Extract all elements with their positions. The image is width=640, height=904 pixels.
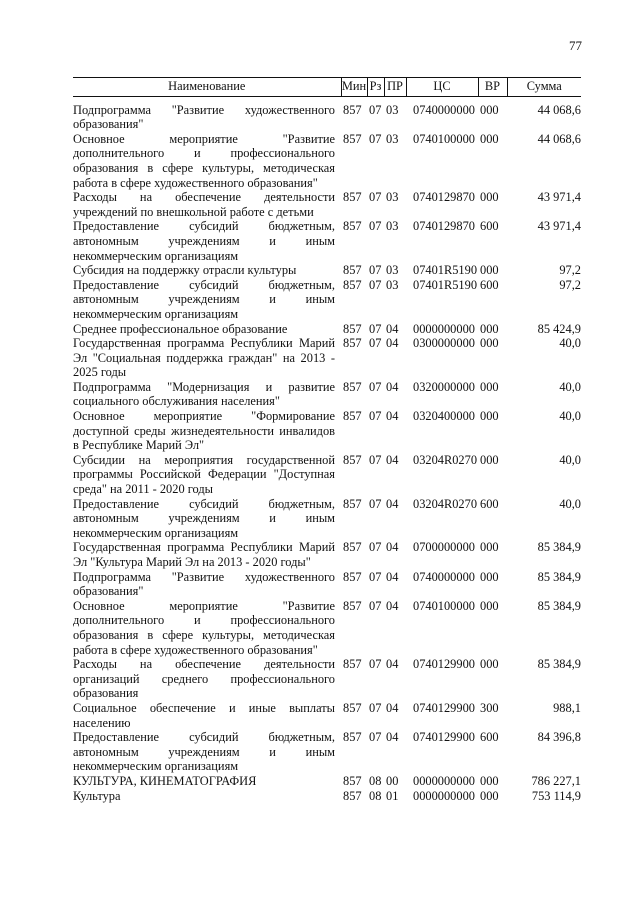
cell-name: Основное мероприятие "Развитие дополнительного и профессионального образования в сфере культуры, методическая работа в сфере художественного образования" [73,131,335,190]
cell-name: Основное мероприятие "Формирование доступной среды жизнедеятельности инвалидов в Республике Марий Эл" [73,409,335,453]
cell-rz: 07 [369,496,382,511]
table-row [73,657,581,701]
table-row [73,96,581,132]
cell-min: 857 [343,131,362,146]
cell-min: 857 [343,321,362,336]
table-row [73,336,581,380]
header-pr: ПР [384,78,406,97]
table-header-row [73,78,581,97]
page-number: 77 [569,38,582,53]
cell-min: 857 [343,219,362,234]
cell-min: 857 [343,569,362,584]
cell-sum: 988,1 [553,700,581,715]
cell-min: 857 [343,409,362,424]
cell-rz: 07 [369,190,382,205]
cell-vr: 600 [480,219,499,234]
cell-cs: 0000000000 [413,773,475,788]
cell-pr: 04 [386,336,399,351]
cell-cs: 0740100000 [413,598,475,613]
header-name: Наименование [73,78,341,97]
cell-name: Среднее профессиональное образование [73,321,288,336]
cell-name: Подпрограмма "Модернизация и развитие социального обслуживания населения" [73,379,335,409]
cell-min: 857 [343,700,362,715]
cell-name: Предоставление субсидий бюджетным, автономным учреждениям и иным некоммерческим организациям [73,730,335,774]
cell-cs: 0740000000 [413,569,475,584]
cell-vr: 600 [480,277,499,292]
cell-cs: 07401R5190 [413,277,478,292]
cell-vr: 000 [480,598,499,613]
cell-name: Расходы на обеспечение деятельности организаций среднего профессионального образования [73,657,335,701]
cell-pr: 04 [386,452,399,467]
table-row [73,453,581,497]
cell-cs: 0740129900 [413,700,475,715]
table-row [73,263,581,278]
cell-cs: 07401R5190 [413,263,478,278]
cell-sum: 85 424,9 [537,321,581,336]
cell-min: 857 [343,277,362,292]
cell-cs: 0320400000 [413,409,475,424]
cell-pr: 01 [386,788,399,803]
cell-name: Социальное обеспечение и иные выплаты населению [73,700,335,730]
cell-min: 857 [343,730,362,745]
cell-pr: 04 [386,598,399,613]
cell-cs: 0740129870 [413,219,475,234]
cell-vr: 000 [480,102,499,117]
cell-vr: 000 [480,379,499,394]
cell-vr: 000 [480,190,499,205]
cell-name: Расходы на обеспечение деятельности учреждений по внешкольной работе с детьми [73,190,335,219]
cell-min: 857 [343,379,362,394]
cell-name: Культура [73,788,121,803]
cell-pr: 04 [386,540,399,555]
cell-min: 857 [343,773,362,788]
cell-vr: 600 [480,730,499,745]
table-row [73,730,581,774]
cell-cs: 03204R0270 [413,496,478,511]
table-row [73,219,581,263]
cell-rz: 07 [369,336,382,351]
cell-rz: 07 [369,700,382,715]
header-min: Мин [341,78,367,97]
budget-table [73,77,581,803]
cell-sum: 753 114,9 [531,788,581,803]
table-row [73,322,581,337]
table-row [73,380,581,409]
cell-rz: 07 [369,219,382,234]
cell-pr: 04 [386,409,399,424]
cell-cs: 0740129900 [413,657,475,672]
cell-pr: 03 [386,219,399,234]
cell-sum: 97,2 [559,263,581,278]
cell-vr: 600 [480,496,499,511]
cell-min: 857 [343,598,362,613]
cell-min: 857 [343,190,362,205]
cell-min: 857 [343,540,362,555]
cell-min: 857 [343,102,362,117]
cell-name: Подпрограмма "Развитие художественного образования" [73,102,335,132]
header-sum: Сумма [507,78,581,97]
cell-vr: 000 [480,657,499,672]
cell-vr: 000 [480,773,499,788]
cell-sum: 85 384,9 [537,569,581,584]
table-row [73,599,581,657]
cell-sum: 85 384,9 [537,540,581,555]
cell-pr: 04 [386,700,399,715]
cell-sum: 40,0 [559,409,581,424]
cell-vr: 000 [480,540,499,555]
cell-cs: 03204R0270 [413,452,478,467]
cell-sum: 40,0 [559,452,581,467]
cell-name: Основное мероприятие "Развитие дополнительного и профессионального образования в сфере культуры, методическая работа в сфере художественного образования" [73,598,335,657]
cell-rz: 07 [369,598,382,613]
cell-pr: 04 [386,321,399,336]
cell-sum: 44 068,6 [537,102,581,117]
header-cs: ЦС [406,78,478,97]
cell-name: КУЛЬТУРА, КИНЕМАТОГРАФИЯ [73,773,257,788]
cell-name: Субсидии на мероприятия государственной программы Российской Федерации "Доступная среда" на 2011 - 2020 годы [73,452,335,497]
table-body [73,96,581,803]
table-row [73,540,581,569]
cell-sum: 97,2 [559,277,581,292]
table-row [73,190,581,219]
cell-rz: 07 [369,657,382,672]
cell-pr: 03 [386,263,399,278]
cell-min: 857 [343,657,362,672]
cell-pr: 04 [386,496,399,511]
cell-rz: 07 [369,102,382,117]
table-row [73,789,581,804]
cell-vr: 000 [480,569,499,584]
table-row [73,701,581,730]
cell-vr: 000 [480,131,499,146]
cell-vr: 000 [480,452,499,467]
cell-sum: 43 971,4 [537,190,581,205]
cell-min: 857 [343,336,362,351]
cell-cs: 0320000000 [413,379,475,394]
cell-rz: 08 [369,788,382,803]
cell-name: Субсидия на поддержку отрасли культуры [73,263,297,278]
cell-rz: 07 [369,379,382,394]
cell-rz: 07 [369,569,382,584]
cell-vr: 300 [480,700,499,715]
table-row [73,570,581,599]
cell-sum: 85 384,9 [537,657,581,672]
cell-sum: 85 384,9 [537,598,581,613]
cell-pr: 04 [386,657,399,672]
cell-rz: 08 [369,773,382,788]
cell-rz: 07 [369,131,382,146]
cell-min: 857 [343,263,362,278]
cell-cs: 0000000000 [413,321,475,336]
cell-vr: 000 [480,336,499,351]
cell-vr: 000 [480,409,499,424]
cell-pr: 03 [386,190,399,205]
cell-rz: 07 [369,452,382,467]
cell-name: Подпрограмма "Развитие художественного образования" [73,569,335,599]
cell-rz: 07 [369,263,382,278]
cell-pr: 04 [386,730,399,745]
cell-name: Предоставление субсидий бюджетным, автономным учреждениям и иным некоммерческим организациям [73,496,335,540]
cell-name: Государственная программа Республики Марий Эл "Социальная поддержка граждан" на 2013 - 2025 годы [73,336,335,380]
cell-min: 857 [343,452,362,467]
header-vr: ВР [478,78,507,97]
cell-min: 857 [343,788,362,803]
table-row [73,497,581,541]
cell-name: Предоставление субсидий бюджетным, автономным учреждениям и иным некоммерческим организациям [73,219,335,263]
cell-min: 857 [343,496,362,511]
cell-cs: 0740000000 [413,102,475,117]
cell-sum: 786 227,1 [531,773,581,788]
cell-name: Государственная программа Республики Марий Эл "Культура Марий Эл на 2013 - 2020 годы" [73,540,335,569]
cell-rz: 07 [369,540,382,555]
cell-vr: 000 [480,321,499,336]
cell-sum: 40,0 [559,336,581,351]
cell-vr: 000 [480,788,499,803]
cell-rz: 07 [369,277,382,292]
cell-rz: 07 [369,321,382,336]
cell-pr: 03 [386,277,399,292]
cell-pr: 03 [386,131,399,146]
cell-pr: 04 [386,379,399,394]
table-row [73,278,581,322]
cell-name: Предоставление субсидий бюджетным, автономным учреждениям и иным некоммерческим организациям [73,277,335,321]
cell-cs: 0740100000 [413,131,475,146]
cell-rz: 07 [369,409,382,424]
cell-cs: 0000000000 [413,788,475,803]
cell-rz: 07 [369,730,382,745]
cell-sum: 44 068,6 [537,131,581,146]
table-row [73,132,581,190]
table-row [73,409,581,453]
cell-cs: 0300000000 [413,336,475,351]
cell-pr: 00 [386,773,399,788]
cell-sum: 43 971,4 [537,219,581,234]
cell-sum: 84 396,8 [537,730,581,745]
cell-vr: 000 [480,263,499,278]
cell-cs: 0740129900 [413,730,475,745]
cell-cs: 0740129870 [413,190,475,205]
cell-pr: 03 [386,102,399,117]
cell-sum: 40,0 [559,496,581,511]
cell-sum: 40,0 [559,379,581,394]
table-row [73,774,581,789]
header-rz: Рз [367,78,384,97]
cell-cs: 0700000000 [413,540,475,555]
cell-pr: 04 [386,569,399,584]
